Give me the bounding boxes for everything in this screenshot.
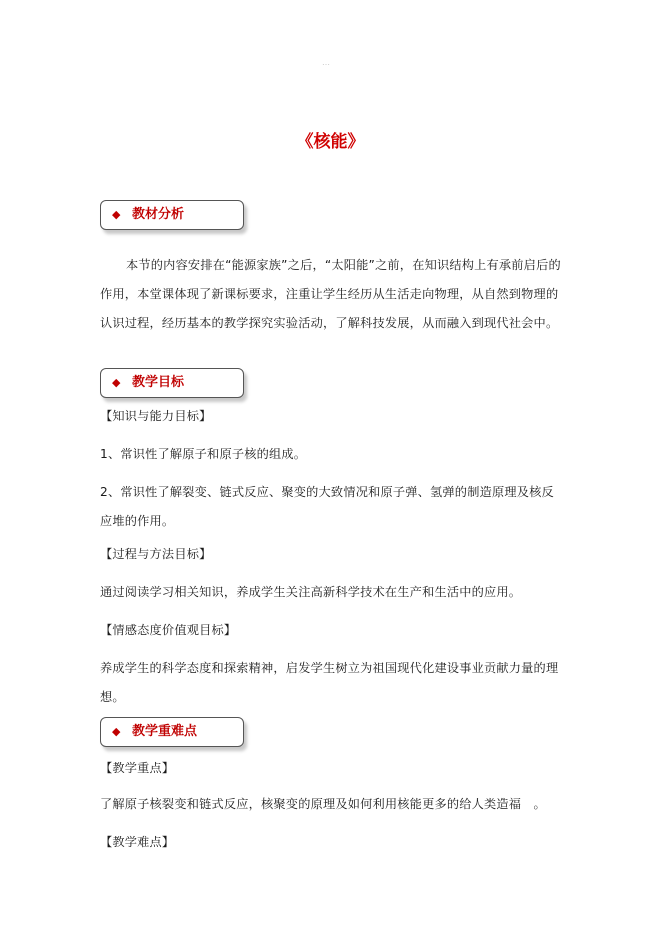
- process-objective-heading: 【过程与方法目标】: [100, 547, 212, 561]
- analysis-paragraph: 本节的内容安排在“能源家族”之后，“太阳能”之前，在知识结构上有承前启后的作用，本堂课体现了新课标要求，注重让学生经历从生活走向物理，从自然到物理的认识过程，经历基本的教学探究实验活动，了解科技发展，从而融入到现代社会中。: [100, 258, 561, 330]
- section-title: 教学目标: [132, 375, 185, 390]
- section-title: 教材分析: [132, 207, 185, 222]
- page-mark: …: [322, 58, 330, 67]
- key-point-heading: 【教学重点】: [100, 761, 175, 775]
- objective-item-1: 1、常识性了解原子和原子核的组成。: [100, 447, 307, 461]
- difficulty-heading: 【教学难点】: [100, 835, 175, 849]
- section-header-teaching-objectives: [100, 368, 244, 398]
- diamond-bullet-icon: ◆: [112, 376, 121, 389]
- diamond-bullet-icon: ◆: [112, 208, 121, 221]
- objective-item-2: 2、常识性了解裂变、链式反应、聚变的大致情况和原子弹、氢弹的制造原理及核反应堆的作用。: [100, 485, 554, 528]
- section-title: 教学重难点: [132, 724, 198, 739]
- section-header-key-difficult-points: [100, 717, 244, 747]
- emotion-objective-text: 养成学生的科学态度和探索精神，启发学生树立为祖国现代化建设事业贡献力量的理想。: [100, 661, 559, 704]
- knowledge-objective-heading: 【知识与能力目标】: [100, 409, 212, 423]
- key-point-text: 了解原子核裂变和链式反应，核聚变的原理及如何利用核能更多的给人类造福 。: [100, 797, 546, 811]
- emotion-objective-heading: 【情感态度价值观目标】: [100, 623, 237, 637]
- section-header-material-analysis: [100, 200, 244, 230]
- document-title: 《核能》: [296, 132, 365, 152]
- diamond-bullet-icon: ◆: [112, 725, 121, 738]
- process-objective-text: 通过阅读学习相关知识，养成学生关注高新科学技术在生产和生活中的应用。: [100, 585, 522, 599]
